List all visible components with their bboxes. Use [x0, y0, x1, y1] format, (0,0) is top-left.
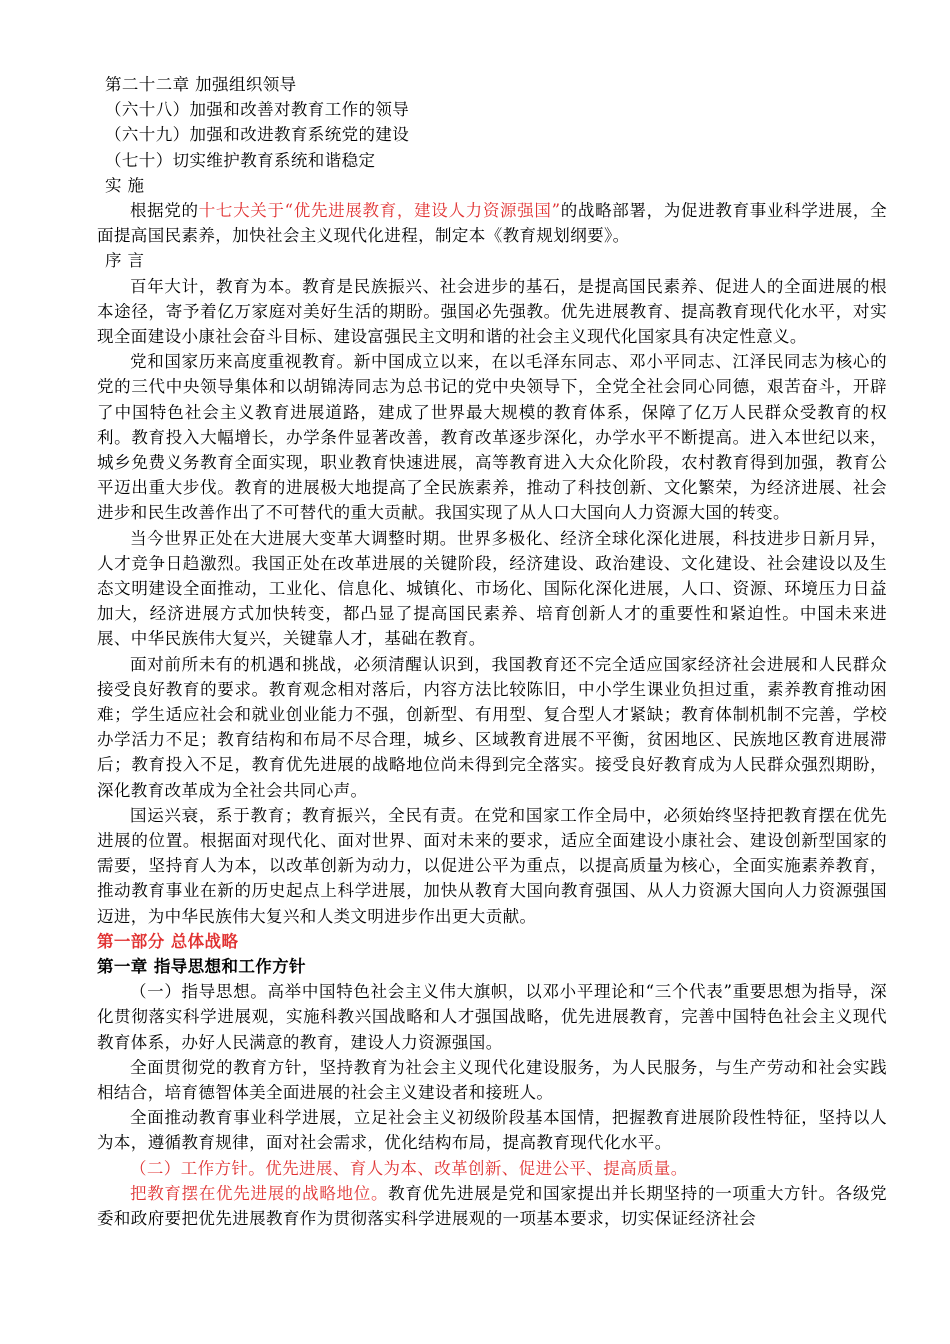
preface-paragraph-2: 党和国家历来高度重视教育。新中国成立以来，在以毛泽东同志、邓小平同志、江泽民同志为核心的党的三代中央领导集体和以胡锦涛同志为总书记的党中央领导下，全党全社会同心同德，艰苦奋斗，开辟了中国特色社会主义教育进展道路，建成了世界最大规模的教育体系，保障了亿万人民群众受教育的权利。教育投入大幅增长，办学条件显著改善，教育改革逐步深化，办学水平不断提高。进入本世纪以来，城乡免费义务教育全面实现，职业教育快速进展，高等教育进入大众化阶段，农村教育得到加强，教育公平迈出重大步伐。教育的进展极大地提高了全民族素养，推动了科技创新、文化繁荣，为经济进展、社会进步和民生改善作出了不可替代的重大贡献。我国实现了从人口大国向人力资源大国的转变。: [97, 352, 887, 523]
implement-text-post: 的战略部署，为促进教育事业科学进展，全面提高国民素养，加快社会主义现代化进程，制定本《教育规划纲要》。: [97, 200, 887, 246]
toc-item-68: （六十八）加强和改善对教育工作的领导: [105, 100, 410, 120]
chapter1-paragraph-3: 全面推动教育事业科学进展，立足社会主义初级阶段基本国情，把握教育进展阶段性特征，坚持以人为本，遵循教育规律，面对社会需求，优化结构布局，提高教育现代化水平。: [97, 1108, 887, 1153]
implement-paragraph: [97, 198, 887, 248]
implement-text-highlight: 十七大关于“优先进展教育，建设人力资源强国”: [198, 200, 561, 220]
implement-text-pre: 根据党的: [130, 200, 199, 220]
preface-paragraph-1: 百年大计，教育为本。教育是民族振兴、社会进步的基石，是提高国民素养、促进人的全面进展的根本途径，寄予着亿万家庭对美好生活的期盼。强国必先强教。优先进展教育、提高教育现代化水平，对实现全面建设小康社会奋斗目标、建设富强民主文明和谐的社会主义现代化国家具有决定性意义。: [97, 276, 887, 346]
part1-title: 第一部分 总体战略: [97, 931, 239, 951]
chapter1-paragraph-1: （一）指导思想。高举中国特色社会主义伟大旗帜，以邓小平理论和“三个代表”重要思想为指导，深化贯彻落实科学进展观，实施科教兴国战略和人才强国战略，优先进展教育，完善中国特色社会主义现代教育体系，办好人民满意的教育，建设人力资源强国。: [97, 982, 887, 1052]
toc-chapter-22: 第二十二章 加强组织领导: [105, 75, 297, 94]
toc-item-70: （七十）切实维护教育系统和谐稳定: [105, 150, 376, 170]
preface-paragraph-3: 当今世界正处在大进展大变革大调整时期。世界多极化、经济全球化深化进展，科技进步日新月异，人才竞争日趋激烈。我国正处在改革进展的关键阶段，经济建设、政治建设、文化建设、社会建设以及生态文明建设全面推动，工业化、信息化、城镇化、市场化、国际化深化进展，人口、资源、环境压力日益加大，经济进展方式加快转变，都凸显了提高国民素养、培育创新人才的重要性和紧迫性。中国未来进展、中华民族伟大复兴，关键靠人才，基础在教育。: [97, 528, 887, 649]
preface-title: 序 言: [105, 251, 145, 271]
implement-title: 实 施: [105, 175, 145, 195]
chapter1-paragraph-2: 全面贯彻党的教育方针，坚持教育为社会主义现代化建设服务，为人民服务，与生产劳动和社会实践相结合，培育德智体美全面进展的社会主义建设者和接班人。: [97, 1057, 887, 1102]
toc-item-69: （六十九）加强和改进教育系统党的建设: [105, 125, 410, 145]
document-body: [97, 72, 887, 1231]
chapter1-title: 第一章 指导思想和工作方针: [97, 957, 306, 976]
preface-paragraph-4: 面对前所未有的机遇和挑战，必须清醒认识到，我国教育还不完全适应国家经济社会进展和人民群众接受良好教育的要求。教育观念相对落后，内容方法比较陈旧，中小学生课业负担过重，素养教育推动困难；学生适应社会和就业创业能力不强，创新型、有用型、复合型人才紧缺；教育体制机制不完善，学校办学活力不足；教育结构和布局不尽合理，城乡、区域教育进展不平衡，贫困地区、民族地区教育进展滞后；教育投入不足，教育优先进展的战略地位尚未得到完全落实。接受良好教育成为人民群众强烈期盼，深化教育改革成为全社会共同心声。: [97, 654, 887, 800]
preface-paragraph-5: 国运兴衰，系于教育；教育振兴，全民有责。在党和国家工作全局中，必须始终坚持把教育摆在优先进展的位置。根据面对现代化、面对世界、面对未来的要求，适应全面建设小康社会、建设创新型国家的需要，坚持育人为本，以改革创新为动力，以促进公平为重点，以提高质量为核心，全面实施素养教育，推动教育事业在新的历史起点上科学进展，加快从教育大国向教育强国、从人力资源大国向人力资源强国迈进，为中华民族伟大复兴和人类文明进步作出更大贡献。: [97, 805, 887, 926]
last-paragraph: [97, 1181, 887, 1231]
last-paragraph-highlight: 把教育摆在优先进展的战略地位。: [130, 1183, 389, 1203]
last-paragraph-text: 教育优先进展是党和国家提出并长期坚持的一项重大方针。各级党委和政府要把优先进展教育作为贯彻落实科学进展观的一项基本要求，切实保证经济社会: [97, 1183, 887, 1229]
policy-line: （二）工作方针。优先进展、育人为本、改革创新、促进公平、提高质量。: [130, 1158, 688, 1178]
